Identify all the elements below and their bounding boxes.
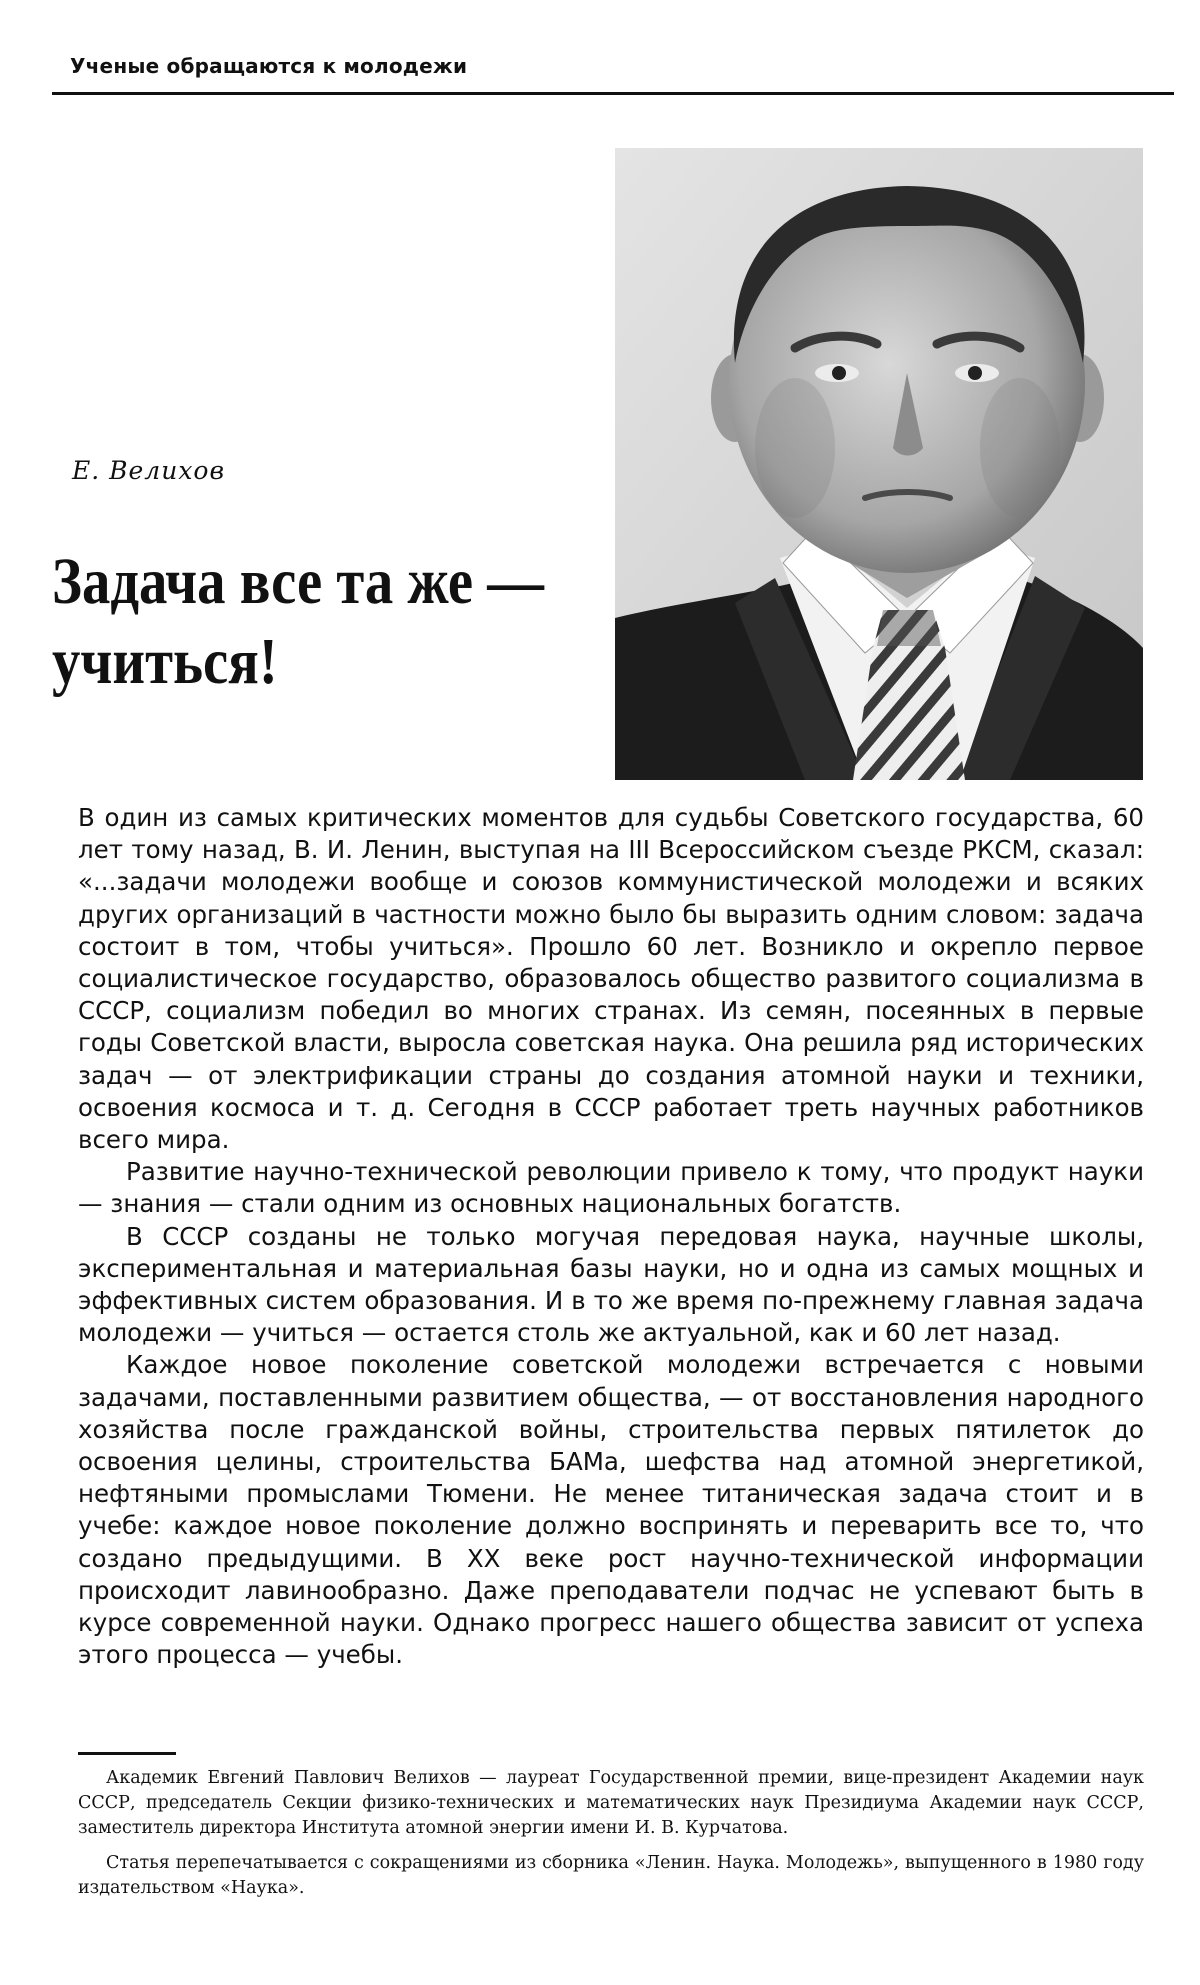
article-title-line-2: учиться! [52,625,278,698]
header-rule [52,92,1174,95]
article-title-line-1: Задача все та же — [52,545,545,618]
section-header: Ученые обращаются к молодежи [70,54,468,78]
article-body [78,802,1144,1671]
article-author: Е. Велихов [72,456,226,485]
article-paragraph-2: Развитие научно-технической революции привело к тому, что продукт науки — знания — стали одним из основных национальных богатств. [78,1157,1144,1219]
portrait-illustration [615,148,1143,780]
article-paragraph-4: Каждое новое поколение советской молодежи встречается с новыми задачами, поставленными развитием общества, — от восстановления народного хозяйства после гражданской войны, строительства первых пятилеток до освоения целины, строительства БАМа, шефства над атомной энергетикой, нефтяными промыслами Тюмени. Не менее титаническая задача стоит и в учебе: каждое новое поколение должно воспринять и переварить все то, что создано предыдущими. В XX веке рост научно-технической информации происходит лавинообразно. Даже преподаватели подчас не успевают быть в курсе современной науки. Однако прогресс нашего общества зависит от успеха этого процесса — учебы. [78,1350,1144,1670]
footnotes [78,1766,1144,1901]
article-paragraph-1: В один из самых критических моментов для судьбы Советского государства, 60 лет тому назад, В. И. Ленин, выступая на III Всероссийском съезде РКСМ, сказал: «...задачи молодежи вообще и союзов коммунистической молодежи и всяких других организаций в частности можно было бы выразить одним словом: задача состоит в том, чтобы учиться». Прошло 60 лет. Возникло и окрепло первое социалистическое государство, образовалось общество развитого социализма в СССР, социализм победил во многих странах. Из семян, посеянных в первые годы Советской власти, выросла советская наука. Она решила ряд исторических задач — от электрификации страны до создания атомной науки и техники, освоения космоса и т. д. Сегодня в СССР работает треть научных работников всего мира. [78,803,1144,1155]
author-portrait [615,148,1143,780]
footnote-rule [78,1752,176,1755]
article-paragraph-3: В СССР созданы не только могучая передовая наука, научные школы, экспериментальная и материальная базы науки, но и одна из самых мощных и эффективных систем образования. И в то же время по-прежнему главная задача молодежи — учиться — остается столь же актуальной, как и 60 лет назад. [78,1221,1144,1348]
article-title [52,542,545,702]
footnote-source: Статья перепечатывается с сокращениями из сборника «Ленин. Наука. Молодежь», выпущенного в 1980 году издательством «Наука». [78,1853,1144,1898]
footnote-author-bio: Академик Евгений Павлович Велихов — лауреат Государственной премии, вице-президент Академии наук СССР, председатель Секции физико-технических и математических наук Президиума Академии наук СССР, заместитель директора Института атомной энергии имени И. В. Курчатова. [78,1768,1144,1838]
